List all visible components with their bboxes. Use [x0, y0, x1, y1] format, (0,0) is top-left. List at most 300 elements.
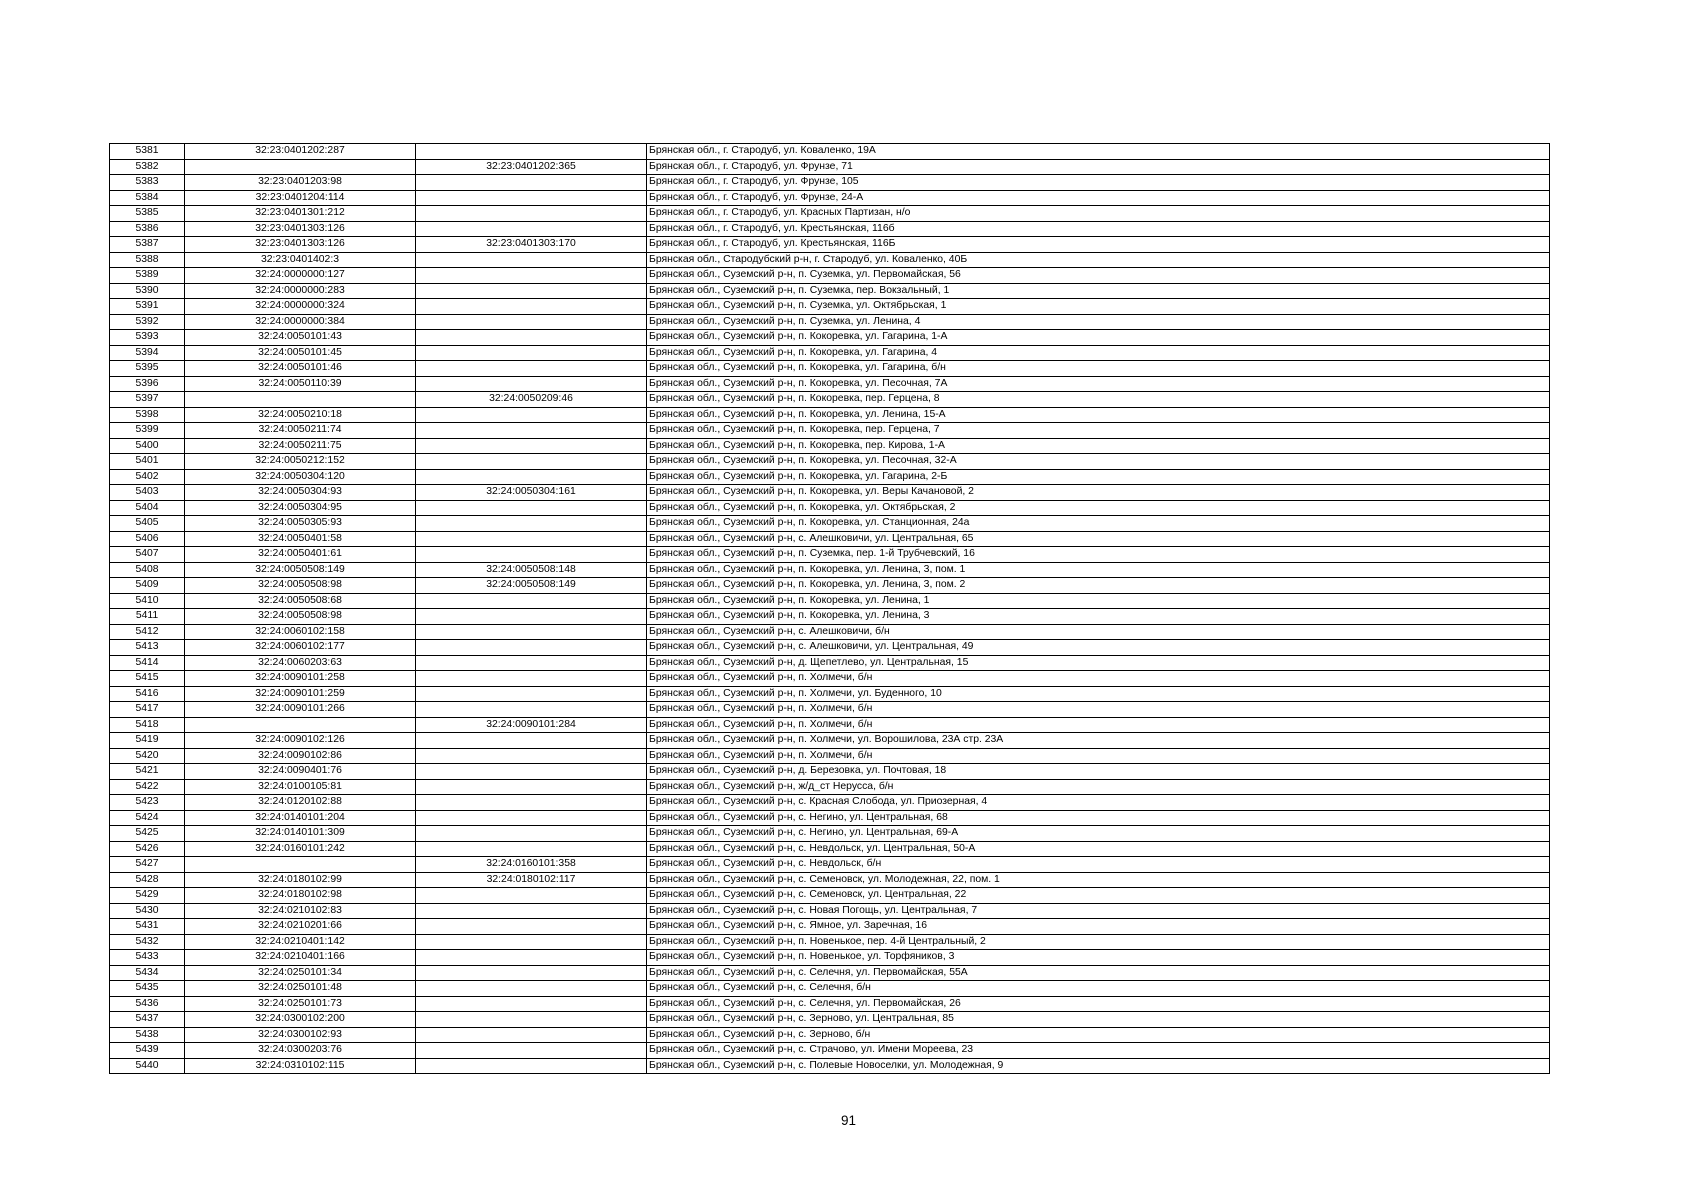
cadastral-number-cell: 32:24:0050508:98 — [185, 609, 416, 625]
address-cell: Брянская обл., Суземский р-н, п. Кокоревка, ул. Ленина, 3 — [647, 609, 1550, 625]
cadastral-number-cell: 32:23:0401303:126 — [185, 237, 416, 253]
cadastral-number-cell: 32:24:0300102:93 — [185, 1027, 416, 1043]
cadastral-number-alt-cell — [416, 593, 647, 609]
cadastral-number-alt-cell — [416, 1027, 647, 1043]
row-number-cell: 5437 — [110, 1012, 185, 1028]
address-cell: Брянская обл., Суземский р-н, с. Зерново, ул. Центральная, 85 — [647, 1012, 1550, 1028]
cadastral-number-alt-cell — [416, 190, 647, 206]
cadastral-number-cell: 32:24:0000000:127 — [185, 268, 416, 284]
cadastral-number-alt-cell: 32:24:0050508:149 — [416, 578, 647, 594]
table-row — [110, 144, 1550, 160]
row-number-cell: 5382 — [110, 159, 185, 175]
row-number-cell: 5429 — [110, 888, 185, 904]
address-cell: Брянская обл., Суземский р-н, п. Кокоревка, ул. Станционная, 24а — [647, 516, 1550, 532]
row-number-cell: 5440 — [110, 1058, 185, 1074]
cadastral-number-cell: 32:24:0050305:93 — [185, 516, 416, 532]
registry-table-body — [110, 144, 1550, 1074]
cadastral-number-alt-cell: 32:24:0050209:46 — [416, 392, 647, 408]
cadastral-number-alt-cell — [416, 764, 647, 780]
cadastral-number-cell: 32:24:0140101:309 — [185, 826, 416, 842]
address-cell: Брянская обл., Суземский р-н, п. Кокоревка, ул. Октябрьская, 2 — [647, 500, 1550, 516]
row-number-cell: 5396 — [110, 376, 185, 392]
row-number-cell: 5410 — [110, 593, 185, 609]
table-row — [110, 578, 1550, 594]
row-number-cell: 5431 — [110, 919, 185, 935]
table-row — [110, 826, 1550, 842]
row-number-cell: 5411 — [110, 609, 185, 625]
cadastral-number-alt-cell — [416, 175, 647, 191]
cadastral-number-alt-cell — [416, 299, 647, 315]
table-row — [110, 314, 1550, 330]
cadastral-number-cell: 32:24:0180102:98 — [185, 888, 416, 904]
cadastral-number-alt-cell — [416, 500, 647, 516]
table-row — [110, 485, 1550, 501]
address-cell: Брянская обл., Суземский р-н, с. Зерново, б/н — [647, 1027, 1550, 1043]
cadastral-number-alt-cell — [416, 903, 647, 919]
table-row — [110, 857, 1550, 873]
cadastral-number-alt-cell: 32:24:0050304:161 — [416, 485, 647, 501]
row-number-cell: 5387 — [110, 237, 185, 253]
row-number-cell: 5384 — [110, 190, 185, 206]
table-row — [110, 562, 1550, 578]
table-row — [110, 965, 1550, 981]
cadastral-number-alt-cell — [416, 221, 647, 237]
cadastral-number-cell: 32:24:0250101:34 — [185, 965, 416, 981]
address-cell: Брянская обл., Суземский р-н, ж/д_ст Нерусса, б/н — [647, 779, 1550, 795]
table-row — [110, 330, 1550, 346]
cadastral-number-alt-cell — [416, 144, 647, 160]
table-row — [110, 206, 1550, 222]
cadastral-number-cell: 32:24:0000000:283 — [185, 283, 416, 299]
cadastral-number-alt-cell — [416, 919, 647, 935]
cadastral-number-alt-cell — [416, 376, 647, 392]
row-number-cell: 5398 — [110, 407, 185, 423]
row-number-cell: 5418 — [110, 717, 185, 733]
row-number-cell: 5400 — [110, 438, 185, 454]
cadastral-number-alt-cell: 32:24:0090101:284 — [416, 717, 647, 733]
cadastral-number-alt-cell — [416, 888, 647, 904]
cadastral-number-cell: 32:24:0100105:81 — [185, 779, 416, 795]
address-cell: Брянская обл., Суземский р-н, с. Невдольск, ул. Центральная, 50-А — [647, 841, 1550, 857]
table-row — [110, 872, 1550, 888]
row-number-cell: 5412 — [110, 624, 185, 640]
row-number-cell: 5425 — [110, 826, 185, 842]
cadastral-number-alt-cell — [416, 702, 647, 718]
cadastral-number-cell: 32:24:0000000:324 — [185, 299, 416, 315]
row-number-cell: 5439 — [110, 1043, 185, 1059]
table-row — [110, 1043, 1550, 1059]
cadastral-number-alt-cell — [416, 438, 647, 454]
address-cell: Брянская обл., Суземский р-н, п. Новенькое, пер. 4-й Центральный, 2 — [647, 934, 1550, 950]
cadastral-number-cell: 32:24:0060102:177 — [185, 640, 416, 656]
cadastral-number-cell: 32:23:0401301:212 — [185, 206, 416, 222]
cadastral-number-alt-cell — [416, 1043, 647, 1059]
table-row — [110, 996, 1550, 1012]
cadastral-number-cell — [185, 717, 416, 733]
page-number: 91 — [840, 1113, 857, 1128]
address-cell: Брянская обл., Суземский р-н, п. Холмечи, ул. Буденного, 10 — [647, 686, 1550, 702]
cadastral-number-cell: 32:24:0300102:200 — [185, 1012, 416, 1028]
cadastral-number-alt-cell — [416, 996, 647, 1012]
table-row — [110, 888, 1550, 904]
address-cell: Брянская обл., Суземский р-н, с. Страчово, ул. Имени Мореева, 23 — [647, 1043, 1550, 1059]
cadastral-number-alt-cell — [416, 423, 647, 439]
row-number-cell: 5386 — [110, 221, 185, 237]
cadastral-number-cell: 32:24:0090101:266 — [185, 702, 416, 718]
cadastral-number-cell: 32:24:0050110:39 — [185, 376, 416, 392]
row-number-cell: 5415 — [110, 671, 185, 687]
row-number-cell: 5424 — [110, 810, 185, 826]
row-number-cell: 5390 — [110, 283, 185, 299]
row-number-cell: 5419 — [110, 733, 185, 749]
address-cell: Брянская обл., г. Стародуб, ул. Крестьянская, 116б — [647, 221, 1550, 237]
address-cell: Брянская обл., Суземский р-н, п. Кокоревка, пер. Герцена, 8 — [647, 392, 1550, 408]
address-cell: Брянская обл., Суземский р-н, с. Алешковичи, б/н — [647, 624, 1550, 640]
row-number-cell: 5417 — [110, 702, 185, 718]
table-row — [110, 686, 1550, 702]
cadastral-number-cell: 32:24:0050101:46 — [185, 361, 416, 377]
table-row — [110, 655, 1550, 671]
address-cell: Брянская обл., Суземский р-н, п. Кокоревка, ул. Гагарина, б/н — [647, 361, 1550, 377]
cadastral-number-cell: 32:24:0310102:115 — [185, 1058, 416, 1074]
address-cell: Брянская обл., г. Стародуб, ул. Фрунзе, 105 — [647, 175, 1550, 191]
address-cell: Брянская обл., Суземский р-н, п. Кокоревка, пер. Герцена, 7 — [647, 423, 1550, 439]
row-number-cell: 5407 — [110, 547, 185, 563]
address-cell: Брянская обл., Суземский р-н, п. Холмечи, ул. Ворошилова, 23А стр. 23А — [647, 733, 1550, 749]
row-number-cell: 5383 — [110, 175, 185, 191]
row-number-cell: 5385 — [110, 206, 185, 222]
row-number-cell: 5428 — [110, 872, 185, 888]
cadastral-number-alt-cell — [416, 454, 647, 470]
row-number-cell: 5435 — [110, 981, 185, 997]
cadastral-number-cell: 32:24:0180102:99 — [185, 872, 416, 888]
address-cell: Брянская обл., Суземский р-н, п. Кокоревка, ул. Песочная, 32-А — [647, 454, 1550, 470]
address-cell: Брянская обл., Суземский р-н, с. Полевые Новоселки, ул. Молодежная, 9 — [647, 1058, 1550, 1074]
cadastral-number-cell: 32:24:0050210:18 — [185, 407, 416, 423]
row-number-cell: 5423 — [110, 795, 185, 811]
row-number-cell: 5399 — [110, 423, 185, 439]
table-row — [110, 469, 1550, 485]
cadastral-number-alt-cell — [416, 733, 647, 749]
address-cell: Брянская обл., Суземский р-н, п. Холмечи, б/н — [647, 671, 1550, 687]
cadastral-number-cell: 32:24:0050101:45 — [185, 345, 416, 361]
cadastral-number-alt-cell — [416, 748, 647, 764]
cadastral-number-cell: 32:24:0050211:75 — [185, 438, 416, 454]
cadastral-number-cell: 32:23:0401202:287 — [185, 144, 416, 160]
cadastral-number-alt-cell — [416, 1012, 647, 1028]
table-row — [110, 438, 1550, 454]
table-row — [110, 345, 1550, 361]
address-cell: Брянская обл., Суземский р-н, д. Щепетлево, ул. Центральная, 15 — [647, 655, 1550, 671]
address-cell: Брянская обл., Суземский р-н, п. Кокоревка, ул. Гагарина, 2-Б — [647, 469, 1550, 485]
table-row — [110, 221, 1550, 237]
address-cell: Брянская обл., Суземский р-н, п. Суземка, пер. Вокзальный, 1 — [647, 283, 1550, 299]
cadastral-number-alt-cell — [416, 686, 647, 702]
cadastral-number-alt-cell — [416, 981, 647, 997]
address-cell: Брянская обл., Суземский р-н, с. Новая Погощь, ул. Центральная, 7 — [647, 903, 1550, 919]
table-row — [110, 779, 1550, 795]
cadastral-number-cell: 32:24:0000000:384 — [185, 314, 416, 330]
cadastral-number-cell: 32:23:0401303:126 — [185, 221, 416, 237]
cadastral-number-alt-cell — [416, 934, 647, 950]
row-number-cell: 5414 — [110, 655, 185, 671]
address-cell: Брянская обл., Суземский р-н, с. Семеновск, ул. Центральная, 22 — [647, 888, 1550, 904]
row-number-cell: 5392 — [110, 314, 185, 330]
registry-table — [109, 143, 1550, 1074]
table-row — [110, 950, 1550, 966]
table-row — [110, 392, 1550, 408]
cadastral-number-alt-cell: 32:24:0180102:117 — [416, 872, 647, 888]
table-row — [110, 299, 1550, 315]
row-number-cell: 5421 — [110, 764, 185, 780]
cadastral-number-cell — [185, 159, 416, 175]
table-row — [110, 1012, 1550, 1028]
address-cell: Брянская обл., Суземский р-н, с. Невдольск, б/н — [647, 857, 1550, 873]
cadastral-number-cell: 32:24:0210401:166 — [185, 950, 416, 966]
row-number-cell: 5422 — [110, 779, 185, 795]
address-cell: Брянская обл., Суземский р-н, с. Алешковичи, ул. Центральная, 65 — [647, 531, 1550, 547]
address-cell: Брянская обл., Суземский р-н, с. Семеновск, ул. Молодежная, 22, пом. 1 — [647, 872, 1550, 888]
address-cell: Брянская обл., Суземский р-н, п. Холмечи, б/н — [647, 702, 1550, 718]
cadastral-number-cell: 32:24:0250101:73 — [185, 996, 416, 1012]
cadastral-number-cell: 32:24:0050304:120 — [185, 469, 416, 485]
cadastral-number-cell: 32:24:0300203:76 — [185, 1043, 416, 1059]
table-row — [110, 903, 1550, 919]
address-cell: Брянская обл., Суземский р-н, п. Кокоревка, ул. Ленина, 3, пом. 2 — [647, 578, 1550, 594]
address-cell: Брянская обл., Стародубский р-н, г. Стародуб, ул. Коваленко, 40Б — [647, 252, 1550, 268]
cadastral-number-cell: 32:24:0210102:83 — [185, 903, 416, 919]
cadastral-number-alt-cell — [416, 469, 647, 485]
row-number-cell: 5436 — [110, 996, 185, 1012]
cadastral-number-cell: 32:24:0050101:43 — [185, 330, 416, 346]
row-number-cell: 5388 — [110, 252, 185, 268]
cadastral-number-alt-cell — [416, 268, 647, 284]
cadastral-number-alt-cell — [416, 795, 647, 811]
table-row — [110, 1027, 1550, 1043]
cadastral-number-alt-cell: 32:24:0160101:358 — [416, 857, 647, 873]
address-cell: Брянская обл., Суземский р-н, п. Суземка, пер. 1-й Трубчевский, 16 — [647, 547, 1550, 563]
row-number-cell: 5402 — [110, 469, 185, 485]
address-cell: Брянская обл., г. Стародуб, ул. Фрунзе, 71 — [647, 159, 1550, 175]
cadastral-number-alt-cell — [416, 826, 647, 842]
cadastral-number-cell: 32:24:0050401:61 — [185, 547, 416, 563]
cadastral-number-alt-cell — [416, 950, 647, 966]
row-number-cell: 5394 — [110, 345, 185, 361]
table-row — [110, 268, 1550, 284]
table-row — [110, 593, 1550, 609]
cadastral-number-cell: 32:24:0050212:152 — [185, 454, 416, 470]
row-number-cell: 5397 — [110, 392, 185, 408]
row-number-cell: 5381 — [110, 144, 185, 160]
cadastral-number-cell: 32:24:0060203:63 — [185, 655, 416, 671]
cadastral-number-alt-cell: 32:23:0401303:170 — [416, 237, 647, 253]
cadastral-number-alt-cell — [416, 531, 647, 547]
cadastral-number-alt-cell — [416, 841, 647, 857]
cadastral-number-alt-cell — [416, 206, 647, 222]
cadastral-number-alt-cell — [416, 345, 647, 361]
address-cell: Брянская обл., Суземский р-н, с. Селечня, ул. Первомайская, 55А — [647, 965, 1550, 981]
table-row — [110, 376, 1550, 392]
cadastral-number-cell: 32:24:0250101:48 — [185, 981, 416, 997]
address-cell: Брянская обл., Суземский р-н, п. Суземка, ул. Первомайская, 56 — [647, 268, 1550, 284]
address-cell: Брянская обл., Суземский р-н, п. Кокоревка, ул. Веры Качановой, 2 — [647, 485, 1550, 501]
address-cell: Брянская обл., г. Стародуб, ул. Крестьянская, 116Б — [647, 237, 1550, 253]
cadastral-number-alt-cell — [416, 314, 647, 330]
cadastral-number-cell: 32:24:0050508:68 — [185, 593, 416, 609]
cadastral-number-cell: 32:24:0140101:204 — [185, 810, 416, 826]
cadastral-number-alt-cell — [416, 640, 647, 656]
cadastral-number-alt-cell — [416, 516, 647, 532]
address-cell: Брянская обл., Суземский р-н, п. Кокоревка, ул. Ленина, 15-А — [647, 407, 1550, 423]
address-cell: Брянская обл., Суземский р-н, п. Суземка, ул. Ленина, 4 — [647, 314, 1550, 330]
cadastral-number-alt-cell — [416, 547, 647, 563]
row-number-cell: 5416 — [110, 686, 185, 702]
address-cell: Брянская обл., Суземский р-н, п. Суземка, ул. Октябрьская, 1 — [647, 299, 1550, 315]
table-row — [110, 841, 1550, 857]
cadastral-number-cell: 32:24:0050304:95 — [185, 500, 416, 516]
address-cell: Брянская обл., г. Стародуб, ул. Коваленко, 19А — [647, 144, 1550, 160]
table-row — [110, 624, 1550, 640]
table-row — [110, 500, 1550, 516]
cadastral-number-alt-cell — [416, 1058, 647, 1074]
cadastral-number-alt-cell — [416, 330, 647, 346]
address-cell: Брянская обл., Суземский р-н, с. Ямное, ул. Заречная, 16 — [647, 919, 1550, 935]
table-row — [110, 283, 1550, 299]
address-cell: Брянская обл., Суземский р-н, п. Кокоревка, ул. Ленина, 3, пом. 1 — [647, 562, 1550, 578]
cadastral-number-alt-cell — [416, 252, 647, 268]
address-cell: Брянская обл., Суземский р-н, с. Негино, ул. Центральная, 69-А — [647, 826, 1550, 842]
row-number-cell: 5409 — [110, 578, 185, 594]
table-row — [110, 981, 1550, 997]
address-cell: Брянская обл., г. Стародуб, ул. Красных Партизан, н/о — [647, 206, 1550, 222]
row-number-cell: 5433 — [110, 950, 185, 966]
cadastral-number-cell — [185, 392, 416, 408]
cadastral-number-cell: 32:24:0050304:93 — [185, 485, 416, 501]
cadastral-number-cell: 32:23:0401203:98 — [185, 175, 416, 191]
cadastral-number-cell: 32:24:0120102:88 — [185, 795, 416, 811]
row-number-cell: 5393 — [110, 330, 185, 346]
table-row — [110, 1058, 1550, 1074]
table-row — [110, 919, 1550, 935]
cadastral-number-cell: 32:24:0060102:158 — [185, 624, 416, 640]
cadastral-number-alt-cell: 32:23:0401202:365 — [416, 159, 647, 175]
cadastral-number-alt-cell — [416, 624, 647, 640]
table-row — [110, 175, 1550, 191]
table-row — [110, 810, 1550, 826]
cadastral-number-cell — [185, 857, 416, 873]
table-row — [110, 190, 1550, 206]
cadastral-number-alt-cell — [416, 671, 647, 687]
cadastral-number-cell: 32:24:0090101:259 — [185, 686, 416, 702]
table-row — [110, 407, 1550, 423]
address-cell: Брянская обл., Суземский р-н, п. Кокоревка, пер. Кирова, 1-А — [647, 438, 1550, 454]
address-cell: Брянская обл., Суземский р-н, п. Холмечи, б/н — [647, 748, 1550, 764]
row-number-cell: 5434 — [110, 965, 185, 981]
cadastral-number-cell: 32:24:0090401:76 — [185, 764, 416, 780]
address-cell: Брянская обл., Суземский р-н, п. Кокоревка, ул. Гагарина, 1-А — [647, 330, 1550, 346]
cadastral-number-cell: 32:23:0401204:114 — [185, 190, 416, 206]
cadastral-number-alt-cell — [416, 965, 647, 981]
table-row — [110, 717, 1550, 733]
table-row — [110, 795, 1550, 811]
row-number-cell: 5401 — [110, 454, 185, 470]
cadastral-number-alt-cell — [416, 779, 647, 795]
address-cell: Брянская обл., Суземский р-н, д. Березовка, ул. Почтовая, 18 — [647, 764, 1550, 780]
cadastral-number-cell: 32:24:0050508:149 — [185, 562, 416, 578]
address-cell: Брянская обл., Суземский р-н, с. Алешковичи, ул. Центральная, 49 — [647, 640, 1550, 656]
table-row — [110, 733, 1550, 749]
table-row — [110, 934, 1550, 950]
table-row — [110, 609, 1550, 625]
cadastral-number-alt-cell — [416, 810, 647, 826]
address-cell: Брянская обл., Суземский р-н, с. Селечня, б/н — [647, 981, 1550, 997]
row-number-cell: 5403 — [110, 485, 185, 501]
row-number-cell: 5395 — [110, 361, 185, 377]
table-row — [110, 671, 1550, 687]
address-cell: Брянская обл., Суземский р-н, п. Кокоревка, ул. Ленина, 1 — [647, 593, 1550, 609]
table-row — [110, 764, 1550, 780]
table-row — [110, 159, 1550, 175]
row-number-cell: 5426 — [110, 841, 185, 857]
row-number-cell: 5430 — [110, 903, 185, 919]
row-number-cell: 5406 — [110, 531, 185, 547]
row-number-cell: 5408 — [110, 562, 185, 578]
cadastral-number-cell: 32:23:0401402:3 — [185, 252, 416, 268]
address-cell: Брянская обл., Суземский р-н, с. Негино, ул. Центральная, 68 — [647, 810, 1550, 826]
row-number-cell: 5413 — [110, 640, 185, 656]
cadastral-number-cell: 32:24:0050508:98 — [185, 578, 416, 594]
table-row — [110, 516, 1550, 532]
address-cell: Брянская обл., Суземский р-н, п. Кокоревка, ул. Гагарина, 4 — [647, 345, 1550, 361]
cadastral-number-cell: 32:24:0090101:258 — [185, 671, 416, 687]
address-cell: Брянская обл., Суземский р-н, с. Красная Слобода, ул. Приозерная, 4 — [647, 795, 1550, 811]
cadastral-number-cell: 32:24:0210401:142 — [185, 934, 416, 950]
cadastral-number-cell: 32:24:0050401:58 — [185, 531, 416, 547]
cadastral-number-alt-cell — [416, 655, 647, 671]
cadastral-number-cell: 32:24:0210201:66 — [185, 919, 416, 935]
cadastral-number-cell: 32:24:0090102:126 — [185, 733, 416, 749]
row-number-cell: 5389 — [110, 268, 185, 284]
table-row — [110, 547, 1550, 563]
address-cell: Брянская обл., г. Стародуб, ул. Фрунзе, 24-А — [647, 190, 1550, 206]
cadastral-number-cell: 32:24:0160101:242 — [185, 841, 416, 857]
table-row — [110, 748, 1550, 764]
row-number-cell: 5391 — [110, 299, 185, 315]
cadastral-number-cell: 32:24:0090102:86 — [185, 748, 416, 764]
row-number-cell: 5404 — [110, 500, 185, 516]
row-number-cell: 5438 — [110, 1027, 185, 1043]
row-number-cell: 5420 — [110, 748, 185, 764]
address-cell: Брянская обл., Суземский р-н, п. Холмечи, б/н — [647, 717, 1550, 733]
row-number-cell: 5405 — [110, 516, 185, 532]
table-row — [110, 531, 1550, 547]
table-row — [110, 237, 1550, 253]
table-row — [110, 252, 1550, 268]
table-row — [110, 361, 1550, 377]
table-row — [110, 640, 1550, 656]
table-row — [110, 702, 1550, 718]
cadastral-number-cell: 32:24:0050211:74 — [185, 423, 416, 439]
cadastral-number-alt-cell — [416, 283, 647, 299]
table-row — [110, 423, 1550, 439]
cadastral-number-alt-cell — [416, 407, 647, 423]
cadastral-number-alt-cell — [416, 361, 647, 377]
address-cell: Брянская обл., Суземский р-н, п. Кокоревка, ул. Песочная, 7А — [647, 376, 1550, 392]
address-cell: Брянская обл., Суземский р-н, п. Новенькое, ул. Торфяников, 3 — [647, 950, 1550, 966]
row-number-cell: 5427 — [110, 857, 185, 873]
address-cell: Брянская обл., Суземский р-н, с. Селечня, ул. Первомайская, 26 — [647, 996, 1550, 1012]
cadastral-number-alt-cell — [416, 609, 647, 625]
